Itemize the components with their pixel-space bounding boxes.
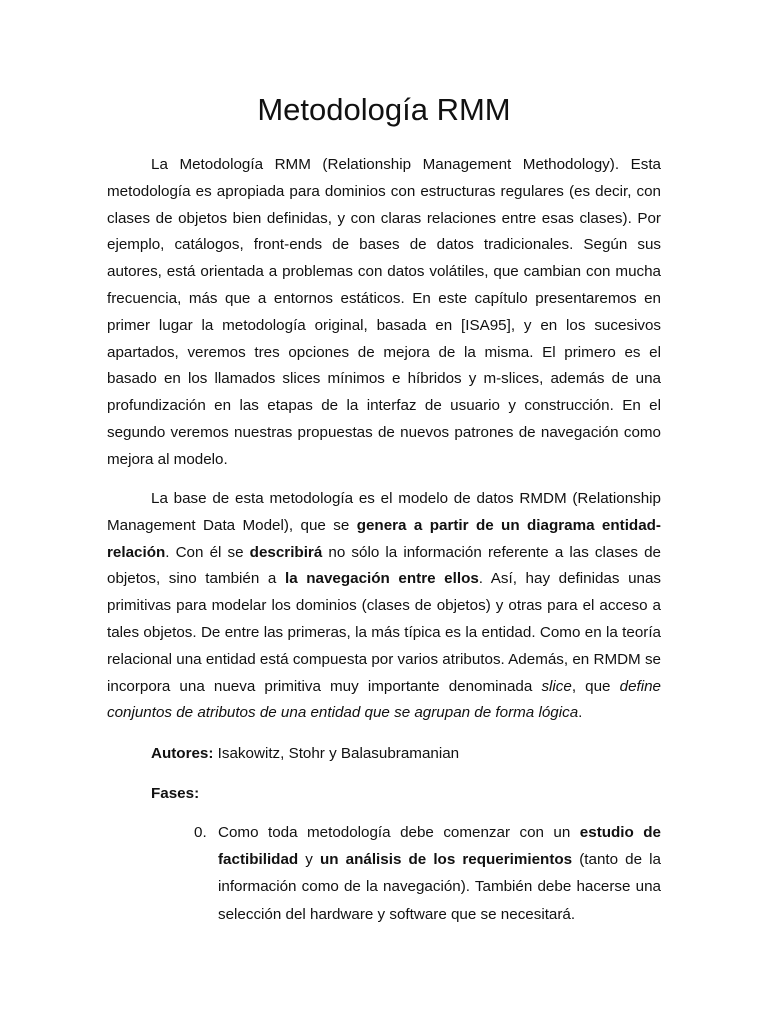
rmdm-text-3: no sólo la información referente a las clases de objetos, sino también a <box>107 543 661 588</box>
phase-number: 0. <box>194 824 207 841</box>
phase-bold-2: un análisis de los requerimientos <box>320 851 573 869</box>
rmdm-bold-1: genera a partir de un diagrama entidad-relación <box>107 516 661 561</box>
phase-item-0 <box>194 819 661 928</box>
intro-text: La Metodología RMM (Relationship Management Methodology). Esta metodología es apropiada para dominios con estructuras regulares (es decir, con clases de objetos bien definidas, y con claras relaciones entre esas clases). Por ejemplo, catálogos, front-ends de bases de datos tradicionales. Según sus autores, está orientada a problemas con datos volátiles, que cambian con mucha frecuencia, más que a entornos estáticos. En este capítulo presentaremos en primer lugar la metodología original, basada en [ISA95], y en los sucesivos apartados, veremos tres opciones de mejora de la misma. El primero es el basado en los llamados slices mínimos e híbridos y m-slices, además de una profundización en las etapas de la interfaz de usuario y construcción. En el segundo veremos nuestras propuestas de nuevos patrones de navegación como mejora al modelo. <box>107 156 661 468</box>
phase-text-3: (tanto de la información como de la navegación). También debe hacerse una selección del hardware y software que se necesitará. <box>218 851 661 923</box>
phase-text-2: y <box>298 851 320 869</box>
rmdm-bold-3: la navegación entre ellos <box>284 570 479 588</box>
authors-label: Autores: <box>151 745 214 762</box>
rmdm-text-2: . Con él se <box>165 543 250 561</box>
rmdm-text-5: , que <box>571 677 620 695</box>
rmdm-text-4: . Así, hay definidas unas primitivas para modelar los dominios (clases de objetos) y otras para el acceso a tales objetos. De entre las primeras, la más típica es la entidad. Como en la teoría relacional una entidad está compuesta por varios atributos. Además, en RMDM se incorpora una nueva primitiva muy importante denominada <box>107 570 661 695</box>
phase-bold-1: estudio de factibilidad <box>218 824 661 869</box>
phases-label: Fases: <box>151 785 200 802</box>
rmdm-bold-2: describirá <box>249 543 323 561</box>
phase-text-1: Como toda metodología debe comenzar con un <box>218 824 580 841</box>
rmdm-text-1: La base de esta metodología es el modelo de datos RMDM (Relationship Management Data Model), que se <box>107 490 661 534</box>
page-title: Metodología RMM <box>257 92 511 127</box>
authors-value: Isakowitz, Stohr y Balasubramanian <box>213 745 460 762</box>
authors-line <box>151 741 459 768</box>
rmdm-paragraph <box>107 486 661 727</box>
rmdm-italic-2: define conjuntos de atributos de una entidad que se agrupan de forma lógica <box>107 677 662 722</box>
intro-paragraph <box>107 152 661 474</box>
rmdm-italic-1: slice <box>541 677 572 695</box>
rmdm-text-6: . <box>578 704 583 722</box>
phases-heading <box>151 781 199 808</box>
